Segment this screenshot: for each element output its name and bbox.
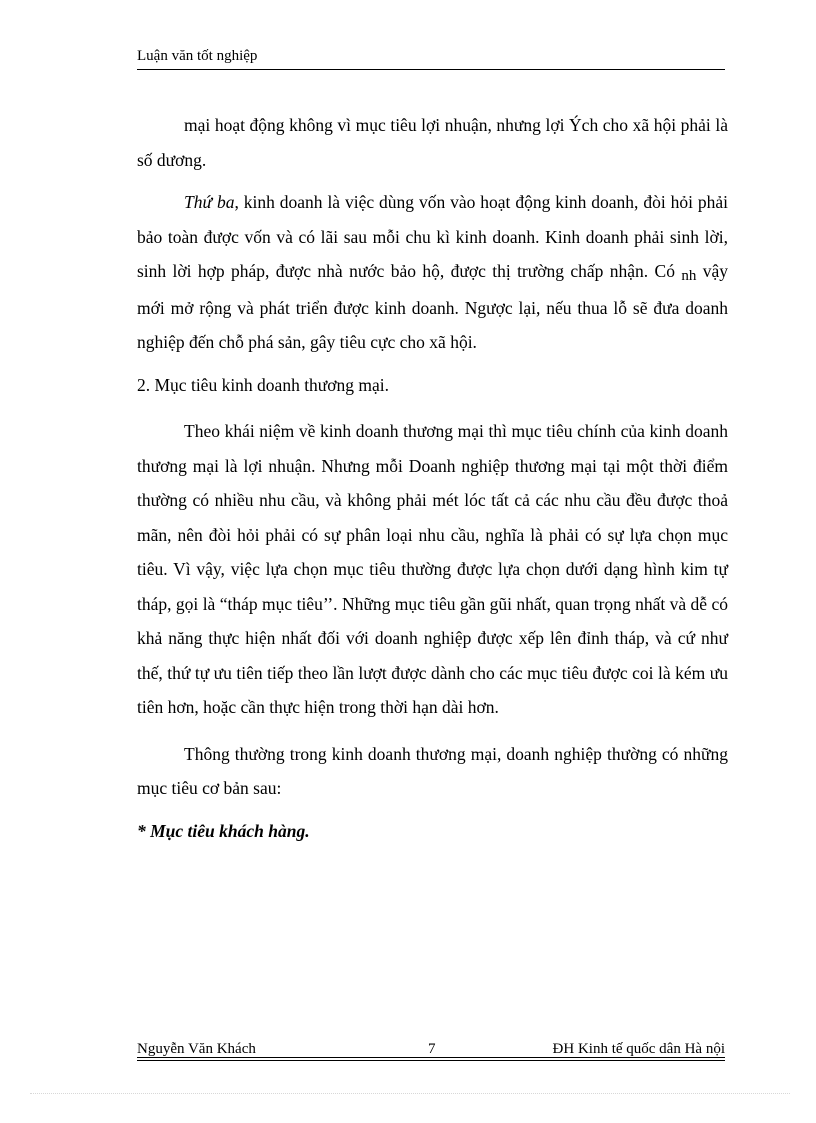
subsection-heading: * Mục tiêu khách hàng.: [137, 820, 310, 841]
paragraph-2-lead: Thứ ba: [184, 192, 235, 212]
footer-page-number: 7: [428, 1041, 436, 1057]
paragraph-1: mại hoạt động không vì mục tiêu lợi nhuận, nhưng lợi Ých cho xã hội phải là số dương.: [137, 115, 728, 170]
header-rule: [137, 69, 725, 70]
running-footer: [137, 1039, 725, 1059]
page-body: [137, 108, 728, 848]
paragraph-2: [137, 185, 728, 360]
paragraph-2-text-b: vậy mới mở rộng và phát triển được kinh doanh. Ngược lại, nếu thua lỗ sẽ đưa doanh nghiệp đến chỗ phá sản, gây tiêu cực cho xã hội.: [137, 261, 728, 352]
footer-rule-bottom: [137, 1060, 725, 1061]
running-header: [137, 46, 725, 66]
footer-rule-top: [137, 1057, 725, 1058]
paragraph-2-subscript: nh: [681, 268, 697, 284]
paragraph-2-text-a: , kinh doanh là việc dùng vốn vào hoạt động kinh doanh, đòi hỏi phải bảo toàn được vốn và có lãi sau mỗi chu kì kinh doanh. Kinh doanh phải sinh lời, sinh lời hợp pháp, được nhà nước bảo hộ, được thị trường chấp nhận. Có: [137, 192, 728, 281]
footer-institution: ĐH Kinh tế quốc dân Hà nội: [552, 1041, 725, 1057]
footer-author: Nguyễn Văn Khách: [137, 1041, 256, 1057]
header-title: Luận văn tốt nghiệp: [137, 48, 258, 64]
paragraph-3: Theo khái niệm về kinh doanh thương mại thì mục tiêu chính của kinh doanh thương mại là lợi nhuận. Nhưng mỗi Doanh nghiệp thương mại tại một thời điểm thường có nhiều nhu cầu, và không phải mét lóc tất cả các nhu cầu đều được thoả mãn, nên đòi hỏi phải có sự phân loại nhu cầu, nghĩa là phải có sự lựa chọn mục tiêu. Vì vậy, việc lựa chọn mục tiêu thường được lựa chọn dưới dạng hình kim tự tháp, gọi là “tháp mục tiêu’’. Những mục tiêu gần gũi nhất, quan trọng nhất và dễ có khả năng thực hiện nhất đối với doanh nghiệp được xếp lên đỉnh tháp, và cứ như thế, thứ tự ưu tiên tiếp theo lần lượt được dành cho các mục tiêu được coi là kém ưu tiên hơn, hoặc cần thực hiện trong thời hạn dài hơn.: [137, 421, 728, 717]
page-edge-divider: [30, 1093, 790, 1094]
section-heading: 2. Mục tiêu kinh doanh thương mại.: [137, 374, 390, 395]
paragraph-4: Thông thường trong kinh doanh thương mại, doanh nghiệp thường có những mục tiêu cơ bản sau:: [137, 743, 728, 798]
